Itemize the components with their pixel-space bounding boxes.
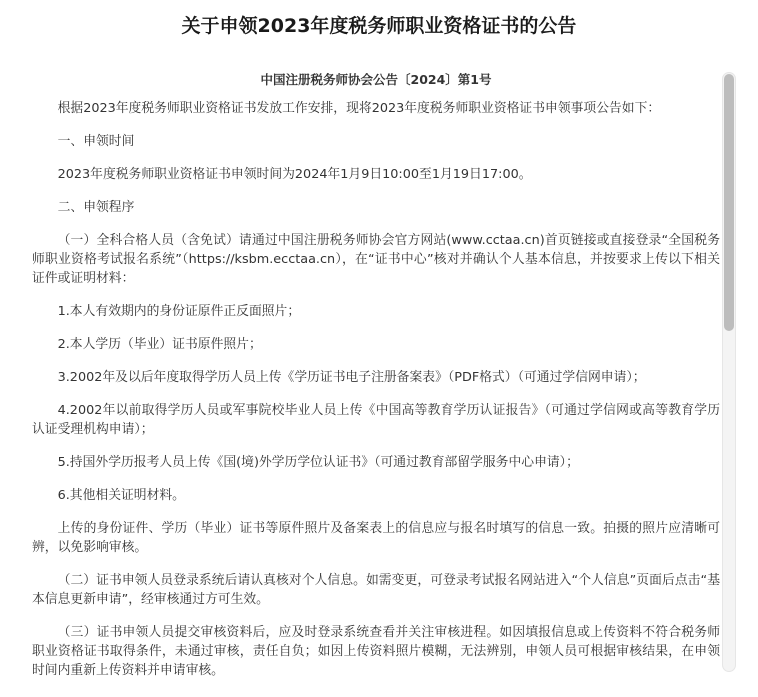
paragraph-intro: 根据2023年度税务师职业资格证书发放工作安排，现将2023年度税务师职业资格证书申领事项公告如下： — [57, 101, 661, 116]
paragraph-time: 2023年度税务师职业资格证书申领时间为2024年1月9日10:00至1月19日17:00。 — [57, 167, 532, 182]
paragraph-upload-note: 上传的身份证件、学历（毕业）证书等原件照片及备案表上的信息应与报名时填写的信息一致。拍摄的照片应清晰可辨，以免影响审核。 — [32, 521, 720, 555]
material-item-3: 3.2002年及以后年度取得学历人员上传《学历证书电子注册备案表》（PDF格式）（可通过学信网申请）； — [57, 370, 646, 385]
scrollbar-thumb[interactable] — [724, 74, 734, 331]
material-item-5: 5.持国外学历报考人员上传《国(境)外学历学位认证书》（可通过教育部留学服务中心申请）； — [57, 455, 579, 470]
material-item-4: 4.2002年以前取得学历人员或军事院校毕业人员上传《中国高等教育学历认证报告》（可通过学信网或高等教育学历认证受理机构申请）； — [32, 403, 720, 437]
paragraph-procedure-2: （二）证书申领人员登录系统后请认真核对个人信息。如需变更，可登录考试报名网站进入“个人信息”页面后点击“基本信息更新申请”，经审核通过方可生效。 — [32, 573, 720, 607]
announcement-body[interactable] — [0, 62, 722, 697]
material-item-6: 6.其他相关证明材料。 — [57, 488, 185, 503]
paragraph-procedure-3: （三）证书申领人员提交审核资料后，应及时登录系统查看并关注审核进程。如因填报信息或上传资料不符合税务师职业资格证书取得条件，未通过审核，责任自负；如因上传资料照片模糊，无法辨别，申领人员可根据审核结果，在申领时间内重新上传资料并申请审核。 — [32, 625, 720, 678]
section-heading-time: 一、申领时间 — [57, 134, 135, 149]
vertical-scrollbar[interactable] — [722, 72, 736, 672]
paragraph-procedure-1: （一）全科合格人员（含免试）请通过中国注册税务师协会官方网站(www.cctaa.cn)首页链接或直接登录“全国税务师职业资格考试报名系统”（https://ksbm.ecctaa.cn），在“证书中心”核对并确认个人基本信息，并按要求上传以下相关证件或证明材料： — [32, 233, 720, 286]
material-item-1: 1.本人有效期内的身份证原件正反面照片； — [57, 304, 301, 319]
announcement-content — [32, 70, 720, 694]
material-item-2: 2.本人学历（毕业）证书原件照片； — [57, 337, 262, 352]
announcement-number: 中国注册税务师协会公告〔2024〕第1号 — [260, 72, 492, 87]
section-heading-procedure: 二、申领程序 — [57, 200, 135, 215]
page-title: 关于申领2023年度税务师职业资格证书的公告 — [181, 15, 577, 37]
